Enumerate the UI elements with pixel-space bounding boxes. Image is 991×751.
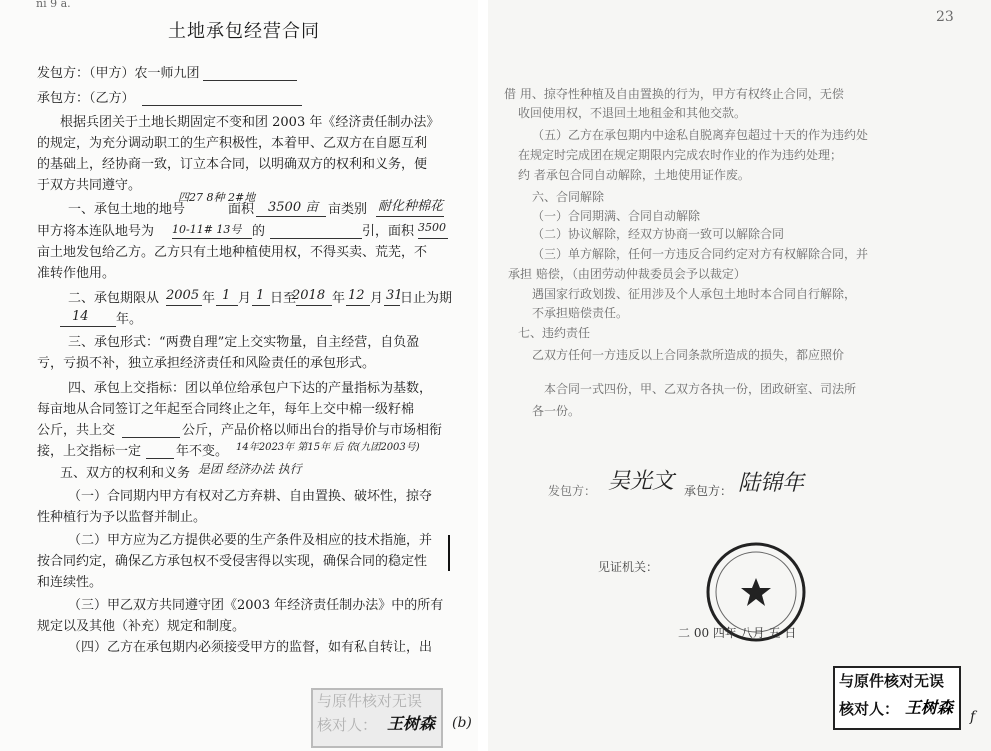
clause-line: 各一份。 bbox=[532, 404, 581, 418]
clause-line: （二）甲方应为乙方提供必要的生产条件及相应的技术指施，并 bbox=[68, 533, 433, 548]
margin-pen-mark bbox=[448, 535, 450, 571]
edge-mark: f bbox=[970, 709, 976, 725]
handwritten-duration: 14 bbox=[72, 309, 89, 324]
party-b-signature: 陆锦年 bbox=[738, 471, 805, 496]
clause-line: 承担 赔偿，（由团劳动仲裁委员会予以裁定） bbox=[508, 267, 746, 281]
stamp-text: 与原件核对无误 bbox=[317, 692, 423, 710]
verification-stamp bbox=[833, 666, 961, 730]
clause-1-text: 引，面积 bbox=[362, 224, 415, 239]
clause-line: 亏，亏损不补，独立承担经济责任和风险责任的承包形式。 bbox=[37, 356, 376, 371]
total-blank bbox=[122, 437, 180, 438]
clause-line: 遇国家行政划拨、征用涉及个人承包土地时本合同自行解除， bbox=[532, 287, 857, 301]
clause-4-text: 公斤，共上交 bbox=[37, 423, 116, 438]
stamp-text: 与原件核对无误 bbox=[839, 672, 945, 690]
clause-1-text: 一、承包土地的地号 bbox=[68, 202, 186, 217]
clause-line: 根据兵团关于土地长期固定不变和团 2003 年《经济责任制办法》 bbox=[60, 115, 440, 130]
party-a-label: 发包方：（甲方）农一师九团 bbox=[37, 66, 200, 81]
canal-blank bbox=[270, 238, 362, 239]
stamp-text: 核对人： bbox=[317, 716, 378, 734]
party-b-label: 承包方：（乙方） bbox=[37, 91, 135, 106]
party-a-blank bbox=[203, 80, 297, 81]
stamp-signature: 王树森 bbox=[387, 714, 436, 733]
handwritten-start-month: 1 bbox=[222, 288, 231, 303]
start-month-blank bbox=[216, 305, 238, 306]
clause-line: 乙双方任何一方违反以上合同条款所造成的损失，都应照价 bbox=[532, 348, 845, 362]
clause-line: 和连续性。 bbox=[37, 575, 103, 590]
handwritten-note: 14年2023年 第15年 后 依(九团2003号) bbox=[236, 442, 420, 453]
stamp-text: 核对人： bbox=[839, 700, 900, 718]
section-heading: 七、违约责任 bbox=[518, 326, 591, 340]
start-day-blank bbox=[252, 305, 270, 306]
duration-blank bbox=[60, 326, 116, 327]
stamp-signature: 王树森 bbox=[905, 698, 954, 717]
clause-4-text: 接，上交指标一定 bbox=[37, 444, 142, 459]
end-year-blank bbox=[296, 305, 332, 306]
bottom-margin-note: (b) bbox=[452, 715, 472, 731]
clause-line: 在规定时完成团在规定期限内完成农时作业的作为违约处理； bbox=[518, 148, 843, 162]
handwritten-end-month: 12 bbox=[348, 288, 365, 303]
clause-line: 每亩地从合同签订之年起至合同终止之年，每年上交中棉一级籽棉 bbox=[37, 402, 415, 417]
clause-line: 亩土地发包给乙方。乙方只有土地种植使用权，不得买卖、荒芜，不 bbox=[37, 245, 428, 260]
fixed-years-blank bbox=[146, 458, 174, 459]
area-blank bbox=[256, 216, 326, 217]
party-b-sign-label: 承包方： bbox=[684, 484, 733, 498]
clause-line: 的规定，为充分调动职工的生产积极性，本着甲、乙双方在自愿互利 bbox=[37, 136, 428, 151]
clause-1-text: 甲方将本连队地号为 bbox=[37, 224, 155, 239]
clause-line: 五、双方的权利和义务 bbox=[60, 466, 191, 481]
years-label: 年。 bbox=[116, 312, 143, 327]
month-label: 月 bbox=[238, 291, 252, 306]
category-blank bbox=[376, 216, 444, 217]
witness-label: 见证机关： bbox=[598, 560, 659, 574]
to-label: 日至 bbox=[270, 291, 297, 306]
contract-date: 二 00 四年 八月 五 日 bbox=[678, 626, 797, 640]
page-gutter bbox=[478, 0, 488, 751]
year-label: 年 bbox=[202, 291, 216, 306]
area-blank-2 bbox=[418, 238, 448, 239]
clause-line: 准转作他用。 bbox=[37, 266, 116, 281]
left-page bbox=[0, 0, 478, 751]
start-year-blank bbox=[166, 305, 202, 306]
clause-line: 收回使用权，不退回土地租金和其他交款。 bbox=[518, 106, 747, 120]
clause-line: 借 用、掠夺性种植及自由置换的行为，甲方有权终止合同，无偿 bbox=[504, 87, 844, 101]
category-label: 亩类别 bbox=[328, 202, 368, 217]
clause-line: 的基础上，经协商一致，订立本合同，以明确双方的权利和义务，便 bbox=[37, 157, 428, 172]
clause-4-text: 公斤，产品价格以师出台的指导价与市场相衔 bbox=[182, 423, 443, 438]
clause-line: 性种植行为予以监督并制止。 bbox=[37, 510, 207, 525]
clause-line: （二）协议解除，经双方协商一致可以解除合同 bbox=[532, 227, 785, 241]
clause-line: 规定以及其他（补充）规定和制度。 bbox=[37, 619, 246, 634]
clause-line: 三、承包形式：“两费自理”定上交实物量，自主经营，自负盈 bbox=[68, 335, 420, 350]
handwritten-rights-note: 是团 经济办法 执行 bbox=[198, 462, 302, 476]
party-a-signature: 吴光文 bbox=[608, 469, 675, 494]
section-heading: 六、合同解除 bbox=[532, 190, 605, 204]
handwritten-start-day: 1 bbox=[256, 288, 265, 303]
clause-line: 四、承包上交指标：团以单位给承包户下达的产量指标为基数， bbox=[68, 381, 433, 396]
page-corner-scrawl: ni 9 a. bbox=[36, 0, 71, 10]
end-day-blank bbox=[384, 305, 400, 306]
clause-line: 约 者承包合同自动解除，土地使用证作废。 bbox=[518, 168, 750, 182]
verification-stamp-faded bbox=[311, 688, 443, 748]
clause-line: （四）乙方在承包期内必须接受甲方的监督，如有私自转让，出 bbox=[68, 640, 433, 655]
handwritten-plot-number: 四27 8种 2#地 bbox=[178, 191, 256, 204]
month-label: 月 bbox=[370, 291, 384, 306]
period-label: 日止为期 bbox=[400, 291, 453, 306]
end-month-blank bbox=[346, 305, 370, 306]
area-label: 面积 bbox=[228, 202, 255, 217]
page-number: 23 bbox=[936, 9, 954, 25]
clause-line: 按合同约定，确保乙方承包权不受侵害得以实现，确保合同的稳定性 bbox=[37, 554, 428, 569]
clause-line: 不承担赔偿责任。 bbox=[532, 306, 629, 320]
handwritten-plot-number-2: 10-11# 13号 bbox=[172, 223, 242, 236]
clause-line: （五）乙方在承包期内中途私自脱离弃包超过十天的作为违约处 bbox=[532, 128, 869, 142]
handwritten-end-year: 2018 bbox=[292, 288, 326, 303]
clause-line: 于双方共同遵守。 bbox=[37, 178, 142, 193]
clause-line: （一）合同期满、合同自动解除 bbox=[532, 209, 701, 223]
term-label: 二、承包期限从 bbox=[68, 291, 160, 306]
handwritten-start-year: 2005 bbox=[166, 288, 200, 303]
handwritten-end-day: 31 bbox=[386, 288, 403, 303]
document-title: 土地承包经营合同 bbox=[168, 21, 320, 42]
plot-blank bbox=[172, 238, 252, 239]
clause-line: 本合同一式四份，甲、乙双方各执一份，团政研室、司法所 bbox=[544, 382, 857, 396]
clause-line: （三）甲乙双方共同遵守团《2003 年经济责任制办法》中的所有 bbox=[68, 598, 444, 613]
year-label: 年 bbox=[332, 291, 346, 306]
handwritten-area: 3500 亩 bbox=[268, 200, 319, 215]
handwritten-area-2: 3500 bbox=[418, 221, 446, 234]
clause-line: （三）单方解除，任何一方违反合同约定对方有权解除合同，并 bbox=[532, 247, 869, 261]
clause-1-text: 的 bbox=[252, 224, 266, 239]
clause-4-text: 年不变。 bbox=[176, 444, 229, 459]
right-page bbox=[488, 0, 991, 751]
party-b-blank bbox=[142, 105, 302, 106]
party-a-sign-label: 发包方： bbox=[548, 484, 597, 498]
clause-line: （一）合同期内甲方有权对乙方弃耕、自由置换、破坏性，掠夺 bbox=[68, 489, 433, 504]
handwritten-category: 耐化种棉花 bbox=[378, 199, 444, 214]
